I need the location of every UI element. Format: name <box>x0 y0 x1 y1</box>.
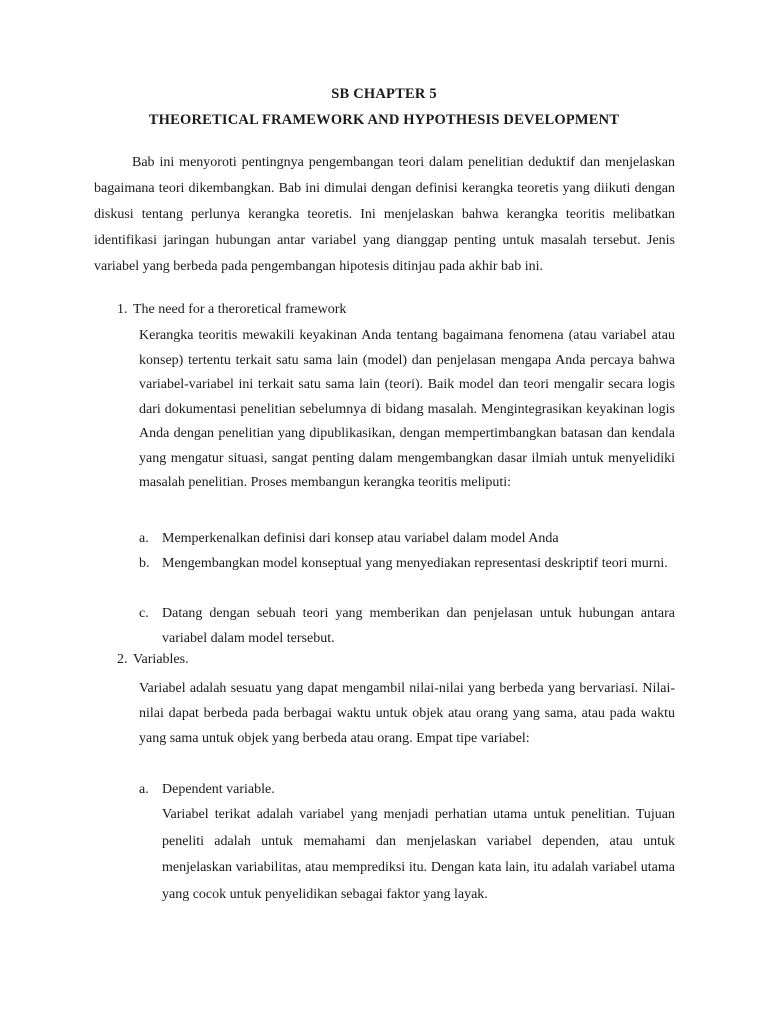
list-item-2a <box>139 777 675 802</box>
list-marker: c. <box>139 606 149 621</box>
list-item-text: Mengembangkan model konseptual yang menyediakan representasi deskriptif teori murni. <box>162 556 668 571</box>
section-2-heading <box>117 652 189 668</box>
section-1-body: Kerangka teoritis mewakili keyakinan Anda tentang bagaimana fenomena (atau variabel atau konsep) tertentu terkait satu sama lain (model) dan penjelasan mengapa Anda percaya bahwa variabel-variabel ini terkait satu sama lain (teori). Baik model dan teori mengalir secara logis dari dokumentasi penelitian sebelumnya di bidang masalah. Mengintegrasikan keyakinan logis Anda dengan penelitian yang dipublikasikan, dengan mempertimbangkan batasan dan kendala yang mengatur situasi, sangat penting dalam mengembangkan dasar ilmiah untuk menyelidiki masalah penelitian. Proses membangun kerangka teoritis meliputi: <box>139 328 675 490</box>
section-2-number: 2. <box>117 652 128 667</box>
list-item-1b <box>139 551 675 576</box>
list-item-text: Memperkenalkan definisi dari konsep atau variabel dalam model Anda <box>162 531 559 546</box>
intro-paragraph: Bab ini menyoroti pentingnya pengembangan teori dalam penelitian deduktif dan menjelaskan bagaimana teori dikembangkan. Bab ini dimulai dengan definisi kerangka teoretis yang diikuti dengan diskusi tentang perlunya kerangka teoretis. Ini menjelaskan bahwa kerangka teoritis melibatkan identifikasi jaringan hubungan antar variabel yang dianggap penting untuk masalah tersebut. Jenis variabel yang berbeda pada pengembangan hipotesis ditinjau pada akhir bab ini. <box>94 155 675 274</box>
list-marker: a. <box>139 531 149 546</box>
list-item-1a <box>139 526 675 551</box>
section-1-heading <box>117 302 346 318</box>
list-item-text: Datang dengan sebuah teori yang memberikan dan penjelasan untuk hubungan antara variabel dalam model tersebut. <box>162 606 675 646</box>
list-item-text: Dependent variable. <box>162 782 275 797</box>
list-marker: b. <box>139 556 150 571</box>
section-1-title: The need for a theroretical framework <box>133 302 347 317</box>
chapter-subtitle: THEORETICAL FRAMEWORK AND HYPOTHESIS DEVELOPMENT <box>148 112 620 128</box>
section-1-number: 1. <box>117 302 128 317</box>
chapter-title: SB CHAPTER 5 <box>331 86 437 102</box>
section-2-title: Variables. <box>133 652 189 667</box>
section-2-body: Variabel adalah sesuatu yang dapat mengambil nilai-nilai yang berbeda yang bervariasi. Nilai-nilai dapat berbeda pada berbagai waktu untuk objek atau orang yang sama, atau pada waktu yang sama untuk objek yang berbeda atau orang. Empat tipe variabel: <box>139 681 675 746</box>
list-item-1c <box>139 601 675 651</box>
list-item-2a-detail: Variabel terikat adalah variabel yang menjadi perhatian utama untuk penelitian. Tujuan peneliti adalah untuk memahami dan menjelaskan variabel dependen, atau untuk menjelaskan variabilitas, atau memprediksi itu. Dengan kata lain, itu adalah variabel utama yang cocok untuk penyelidikan sebagai faktor yang layak. <box>162 807 675 902</box>
list-marker: a. <box>139 782 149 797</box>
